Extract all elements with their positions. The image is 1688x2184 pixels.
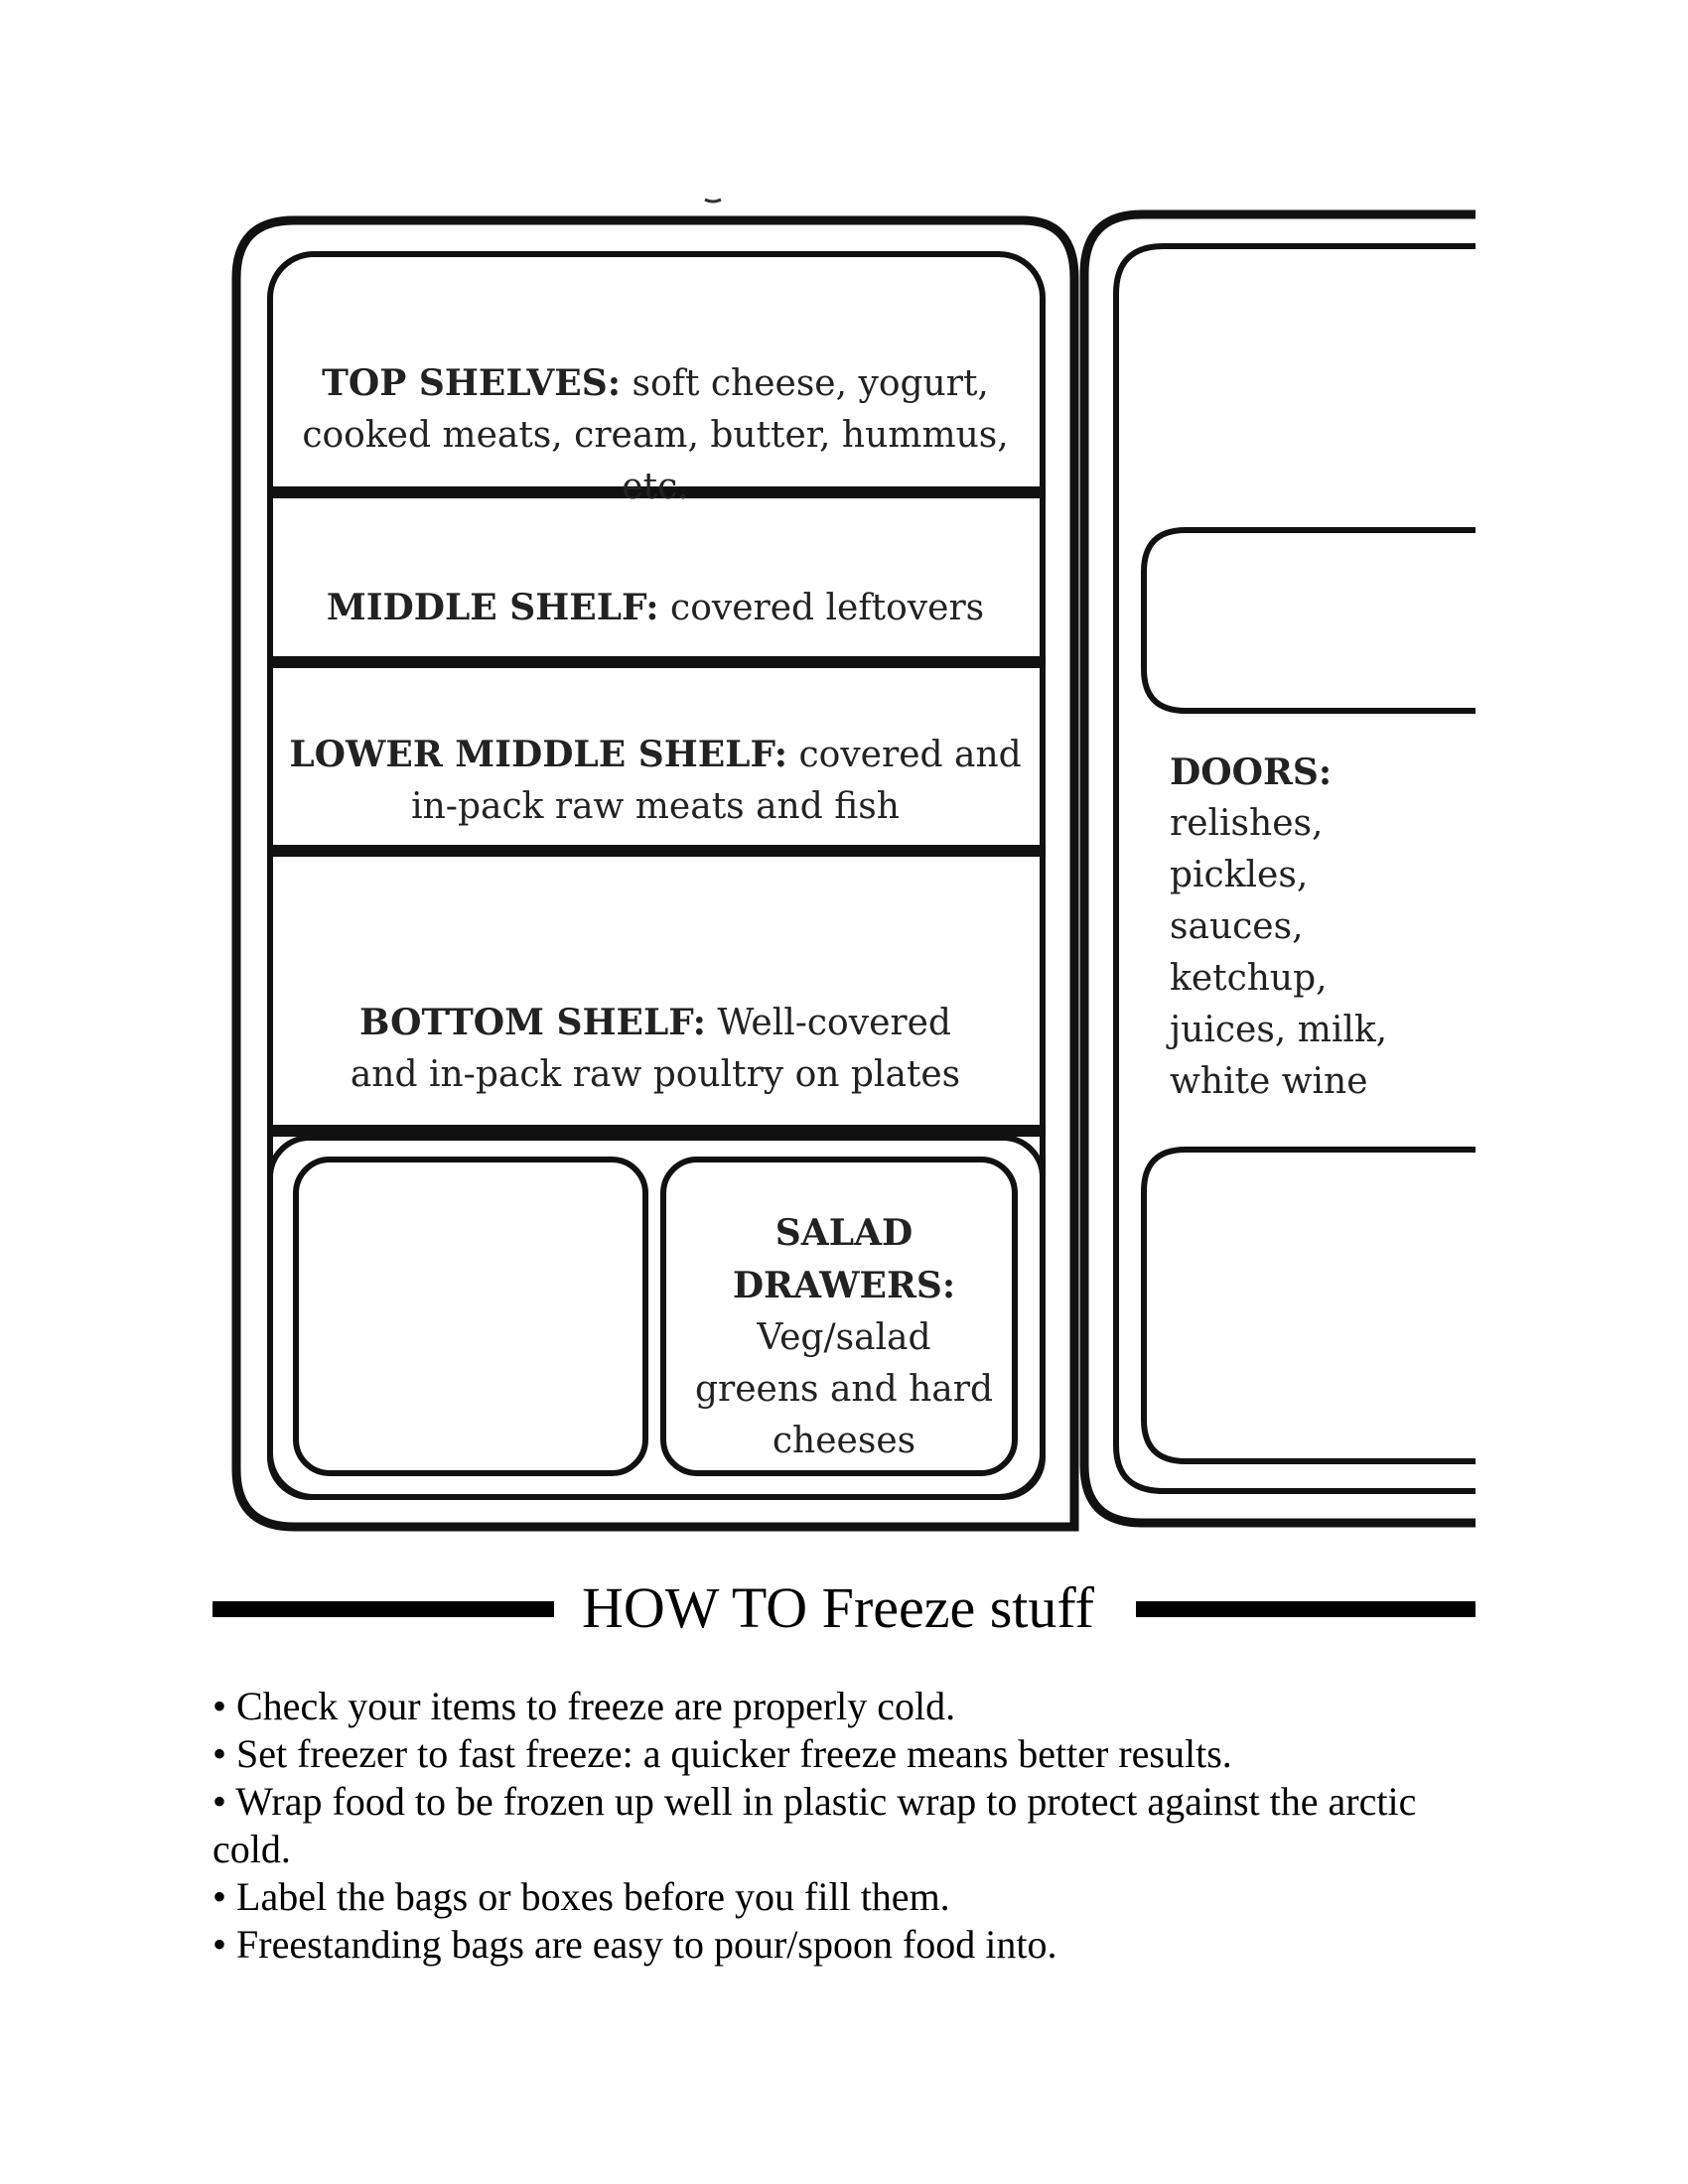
bottom-shelf-text: Well-covered and in-pack raw poultry on plates xyxy=(350,1003,961,1095)
heading-rule-right xyxy=(1136,1601,1476,1617)
left-drawer xyxy=(296,1160,645,1473)
middle-shelf-label xyxy=(288,582,1023,634)
middle-shelf-heading: MIDDLE SHELF: xyxy=(326,587,659,628)
freeze-tip: • Freestanding bags are easy to pour/spoon food into. xyxy=(212,1922,1057,1967)
door-item: relishes, xyxy=(1170,803,1324,844)
door-bin-lower xyxy=(1144,1150,1476,1461)
top-shelves-text: soft cheese, yogurt, cooked meats, cream, butter, hummus, etc. xyxy=(302,363,1009,507)
doors-label xyxy=(1170,747,1468,1108)
door-item: juices, milk, xyxy=(1170,1010,1388,1050)
freeze-tips-list xyxy=(212,1683,1483,1969)
middle-shelf-text: covered leftovers xyxy=(670,588,985,628)
top-mark xyxy=(705,200,721,202)
doors-heading: DOORS: xyxy=(1170,751,1333,793)
door-item: sauces, xyxy=(1170,906,1304,947)
door-item: ketchup, xyxy=(1170,958,1328,999)
door-item: pickles, xyxy=(1170,855,1309,895)
freeze-heading-row xyxy=(212,1573,1476,1643)
salad-drawers-text: Veg/salad greens and hard cheeses xyxy=(695,1317,994,1461)
lower-middle-shelf-heading: LOWER MIDDLE SHELF: xyxy=(289,734,788,775)
salad-drawers-heading: SALAD DRAWERS: xyxy=(732,1212,956,1306)
freeze-tip: • Set freezer to fast freeze: a quicker freeze means better results. xyxy=(212,1731,1232,1776)
salad-drawers-label xyxy=(695,1207,993,1467)
top-shelves-heading: TOP SHELVES: xyxy=(322,362,622,404)
freeze-tip: • Label the bags or boxes before you fill them. xyxy=(212,1874,950,1919)
freeze-tip: • Wrap food to be frozen up well in plastic wrap to protect against the arctic cold. xyxy=(212,1779,1417,1871)
lower-middle-shelf-label xyxy=(288,729,1023,833)
bottom-shelf-heading: BOTTOM SHELF: xyxy=(359,1002,706,1043)
bottom-shelf-label xyxy=(328,997,983,1101)
freeze-heading: HOW TO Freeze stuff xyxy=(582,1575,1094,1640)
top-shelves-label xyxy=(288,357,1023,513)
door-bin-upper xyxy=(1144,530,1476,711)
heading-rule-left xyxy=(212,1601,554,1617)
door-item: white wine xyxy=(1170,1061,1368,1102)
lower-middle-shelf-text: covered and in-pack raw meats and fish xyxy=(411,735,1022,827)
freeze-tip: • Check your items to freeze are properly cold. xyxy=(212,1684,956,1728)
